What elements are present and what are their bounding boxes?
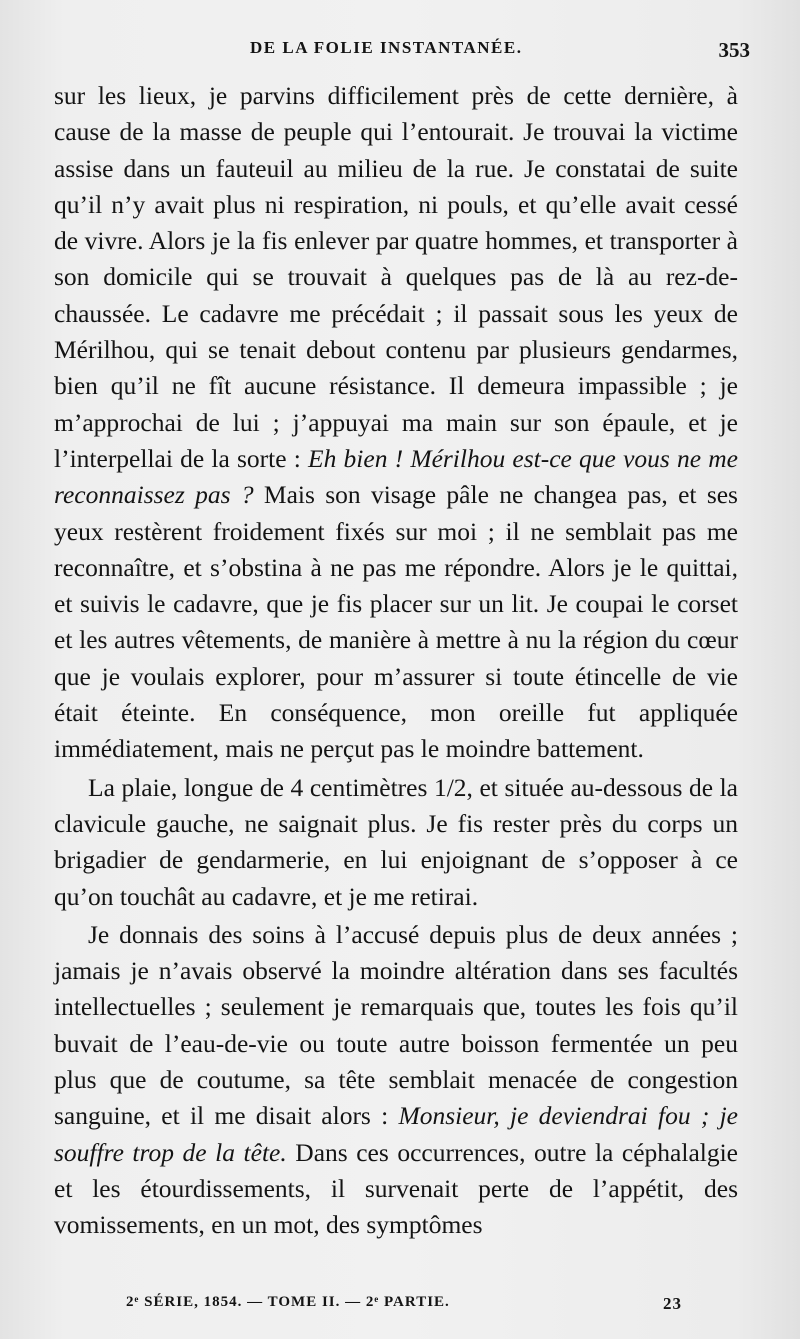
text-run: Dans ces occurrences, outre la céphalalgie et les étourdissements, il survenait perte de l’appétit, des vomissements, en un mot, des symptômes [54, 1137, 738, 1240]
text-run: La plaie, longue de 4 centimètres 1/2, et située au-dessous de la clavicule gauche, ne saignait plus. Je fis rester près du corps un brigadier de gendarmerie, en lui enjoignant de s’opposer à ce qu’on touchât au cadavre, et je me retirai. [54, 772, 738, 911]
paragraph-3 [54, 917, 738, 1244]
signature-footer [126, 1294, 682, 1320]
sheet-number: 23 [663, 1294, 682, 1313]
text-run: Je donnais des soins à l’accusé depuis plus de deux années ; jamais je n’avais observé la moindre altération dans ses facultés intellectuelles ; seulement je remarquais que, toutes les fois qu’il buvait de l’eau-de-vie ou toute autre boisson fermentée un peu plus que de coutume, sa tête semblait menacée de congestion sanguine, et il me disait alors : [54, 919, 738, 1131]
page-number: 353 [718, 38, 750, 62]
text-run: Mais son visage pâle ne changea pas, et ses yeux restèrent froidement fixés sur moi ; il ne semblait pas me reconnaître, et s’obstina à ne pas me répondre. Alors je le quittai, et suivis le cadavre, que je fis placer sur un lit. Je coupai le corset et les autres vêtements, de manière à mettre à nu la région du cœur que je voulais explorer, pour m’assurer si toute étincelle de vie était éteinte. En conséquence, mon oreille fut appliquée immédiatement, mais ne perçut pas le moindre battement. [54, 480, 738, 764]
italic-quote: Eh bien ! Mérilhou est-ce que vous ne me reconnaissez pas ? [54, 443, 738, 510]
body-text [54, 78, 738, 1244]
italic-quote: Monsieur, je deviendrai fou ; je souffre trop de la tête. [54, 1101, 738, 1167]
paragraph-2 [54, 770, 738, 915]
running-title: DE LA FOLIE INSTANTANÉE. [250, 38, 523, 57]
text-run: sur les lieux, je parvins difficilement près de cette dernière, à cause de la masse de peuple qui l’entourait. Je trouvai la victime assise dans un fauteuil au milieu de la rue. Je constatai de suite qu’il n’y avait plus ni respiration, ni pouls, et qu’elle avait cessé de vivre. Alors je la fis enlever par quatre hommes, et transporter à son domicile qui se trouvait à quelques pas de là au rez-de-chaussée. Le cadavre me précédait ; il passait sous les yeux de Mérilhou, qui se tenait debout contenu par plusieurs gendarmes, bien qu’il ne fît aucune résistance. Il demeura impassible ; je m’approchai de lui ; j’appuyai ma main sur son épaule, et je l’interpellai de la sorte : [54, 81, 738, 473]
printer-signature: 2ᵉ SÉRIE, 1854. — TOME II. — 2ᵉ PARTIE. [126, 1294, 450, 1310]
paragraph-1 [54, 78, 738, 768]
running-head [54, 38, 750, 68]
